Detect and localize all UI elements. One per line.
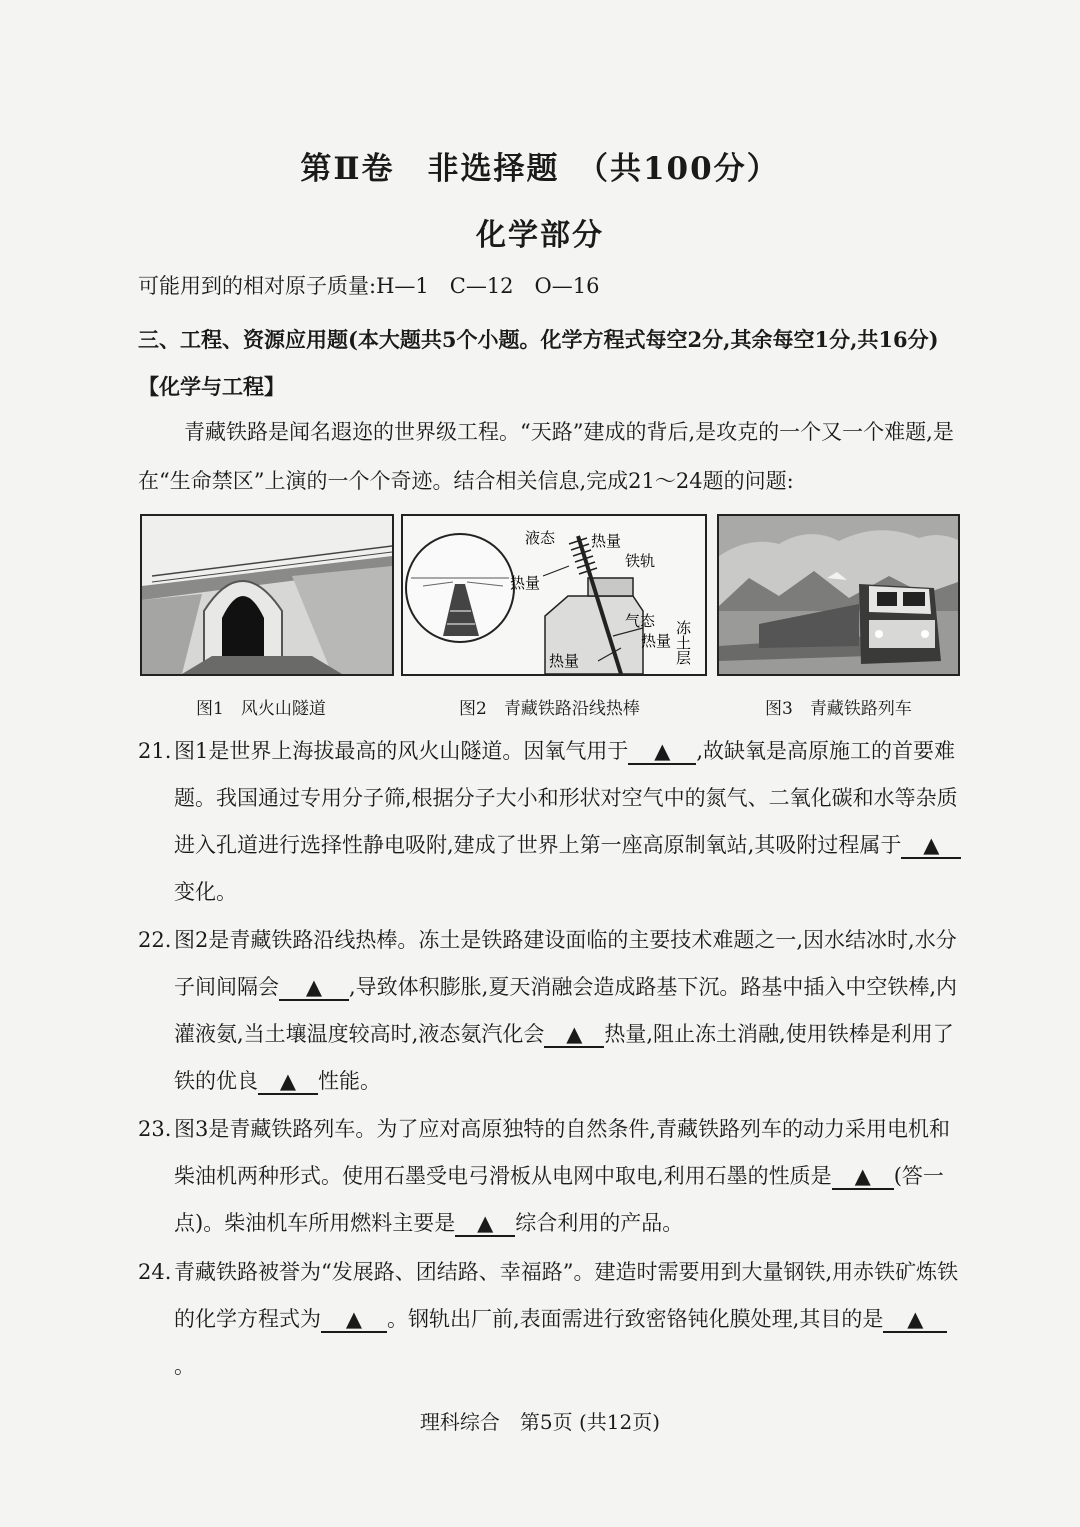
question-text: 图1是世界上海拔最高的风火山隧道。因氧气用于 (174, 739, 629, 763)
question-text: ,故缺氧是高原施工的首要难题。我国通过专用分子筛,根据分子大小和形状对空气中的氮气、二氧化碳和水等杂质进入孔道进行选择性静电吸附,建成了世界上第一座高原制氧站,其吸附过程属于 (174, 739, 958, 857)
label-heat-bottom: 热量 (549, 652, 580, 670)
figure-2-heat-rod (401, 514, 707, 676)
label-permafrost: 冻土层 (674, 620, 692, 665)
label-heat-top: 热量 (591, 532, 622, 550)
figure-1-tunnel (140, 514, 394, 676)
atomic-masses: 可能用到的相对原子质量:H—1 C—12 O—16 (138, 274, 600, 298)
figure-1-caption: 图1 风火山隧道 (196, 699, 326, 719)
heat-rod-diagram-icon (403, 516, 705, 674)
answer-blank[interactable]: ▲ (321, 1307, 387, 1333)
question-22 (138, 917, 968, 1105)
question-text: 综合利用的产品。 (515, 1211, 684, 1235)
subject-title: 化学部分 (476, 218, 604, 253)
question-text: 变化。 (174, 880, 237, 904)
question-23 (138, 1106, 968, 1247)
answer-blank[interactable]: ▲ (279, 975, 349, 1001)
answer-blank[interactable]: ▲ (901, 833, 961, 859)
question-21 (138, 728, 968, 916)
figure-3-caption: 图3 青藏铁路列车 (765, 699, 912, 719)
figure-3-train (717, 514, 960, 676)
answer-blank[interactable]: ▲ (628, 739, 696, 765)
question-number: 23. (138, 1117, 172, 1141)
intro-text: 青藏铁路是闻名遐迩的世界级工程。“天路”建成的背后,是攻克的一个又一个难题,是在“生命禁区”上演的一个个奇迹。结合相关信息,完成21～24题的问题: (138, 420, 954, 493)
page-footer: 理科综合 第5页 (共12页) (419, 1410, 661, 1434)
question-text: (答一点)。柴油机车所用燃料主要是 (174, 1164, 944, 1235)
label-gas: 气态 (625, 612, 656, 630)
label-heat-right: 热量 (641, 632, 672, 650)
label-liquid: 液态 (525, 529, 556, 547)
label-rail: 铁轨 (625, 552, 656, 570)
question-number: 21. (138, 739, 172, 763)
section-title: 第Ⅱ卷 非选择题 （共100分） (300, 151, 780, 187)
question-text: 青藏铁路被誉为“发展路、团结路、幸福路”。建造时需要用到大量钢铁,用赤铁矿炼铁的化学方程式为 (174, 1260, 959, 1331)
answer-blank[interactable]: ▲ (832, 1164, 894, 1190)
label-heat-left: 热量 (510, 574, 541, 592)
tunnel-photo-icon (142, 516, 392, 674)
question-text: ,导致体积膨胀,夏天消融会造成路基下沉。路基中插入中空铁棒,内灌液氨,当土壤温度较高时,液态氨汽化会 (174, 975, 958, 1046)
question-group-title: 三、工程、资源应用题(本大题共5个小题。化学方程式每空2分,其余每空1分,共16分) (138, 327, 939, 352)
answer-blank[interactable]: ▲ (883, 1307, 947, 1333)
question-text: 。 (174, 1354, 195, 1378)
answer-blank[interactable]: ▲ (455, 1211, 515, 1237)
question-text: 。钢轨出厂前,表面需进行致密铬钝化膜处理,其目的是 (387, 1307, 884, 1331)
question-24 (138, 1249, 968, 1390)
answer-blank[interactable]: ▲ (544, 1022, 604, 1048)
question-number: 22. (138, 928, 172, 952)
question-text: 图2是青藏铁路沿线热棒。冻土是铁路建设面临的主要技术难题之一,因水结冰时,水分子间间隔会 (174, 928, 957, 999)
question-text: 性能。 (318, 1069, 381, 1093)
answer-blank[interactable]: ▲ (258, 1069, 318, 1095)
figure-2-caption: 图2 青藏铁路沿线热棒 (459, 699, 640, 719)
topic-title: 【化学与工程】 (138, 374, 285, 399)
question-text: 热量,阻止冻土消融,使用铁棒是利用了铁的优良 (174, 1022, 954, 1093)
question-number: 24. (138, 1260, 172, 1284)
intro-paragraph (138, 408, 964, 506)
question-text: 图3是青藏铁路列车。为了应对高原独特的自然条件,青藏铁路列车的动力采用电机和柴油机两种形式。使用石墨受电弓滑板从电网中取电,利用石墨的性质是 (174, 1117, 951, 1188)
train-photo-icon (719, 516, 958, 674)
